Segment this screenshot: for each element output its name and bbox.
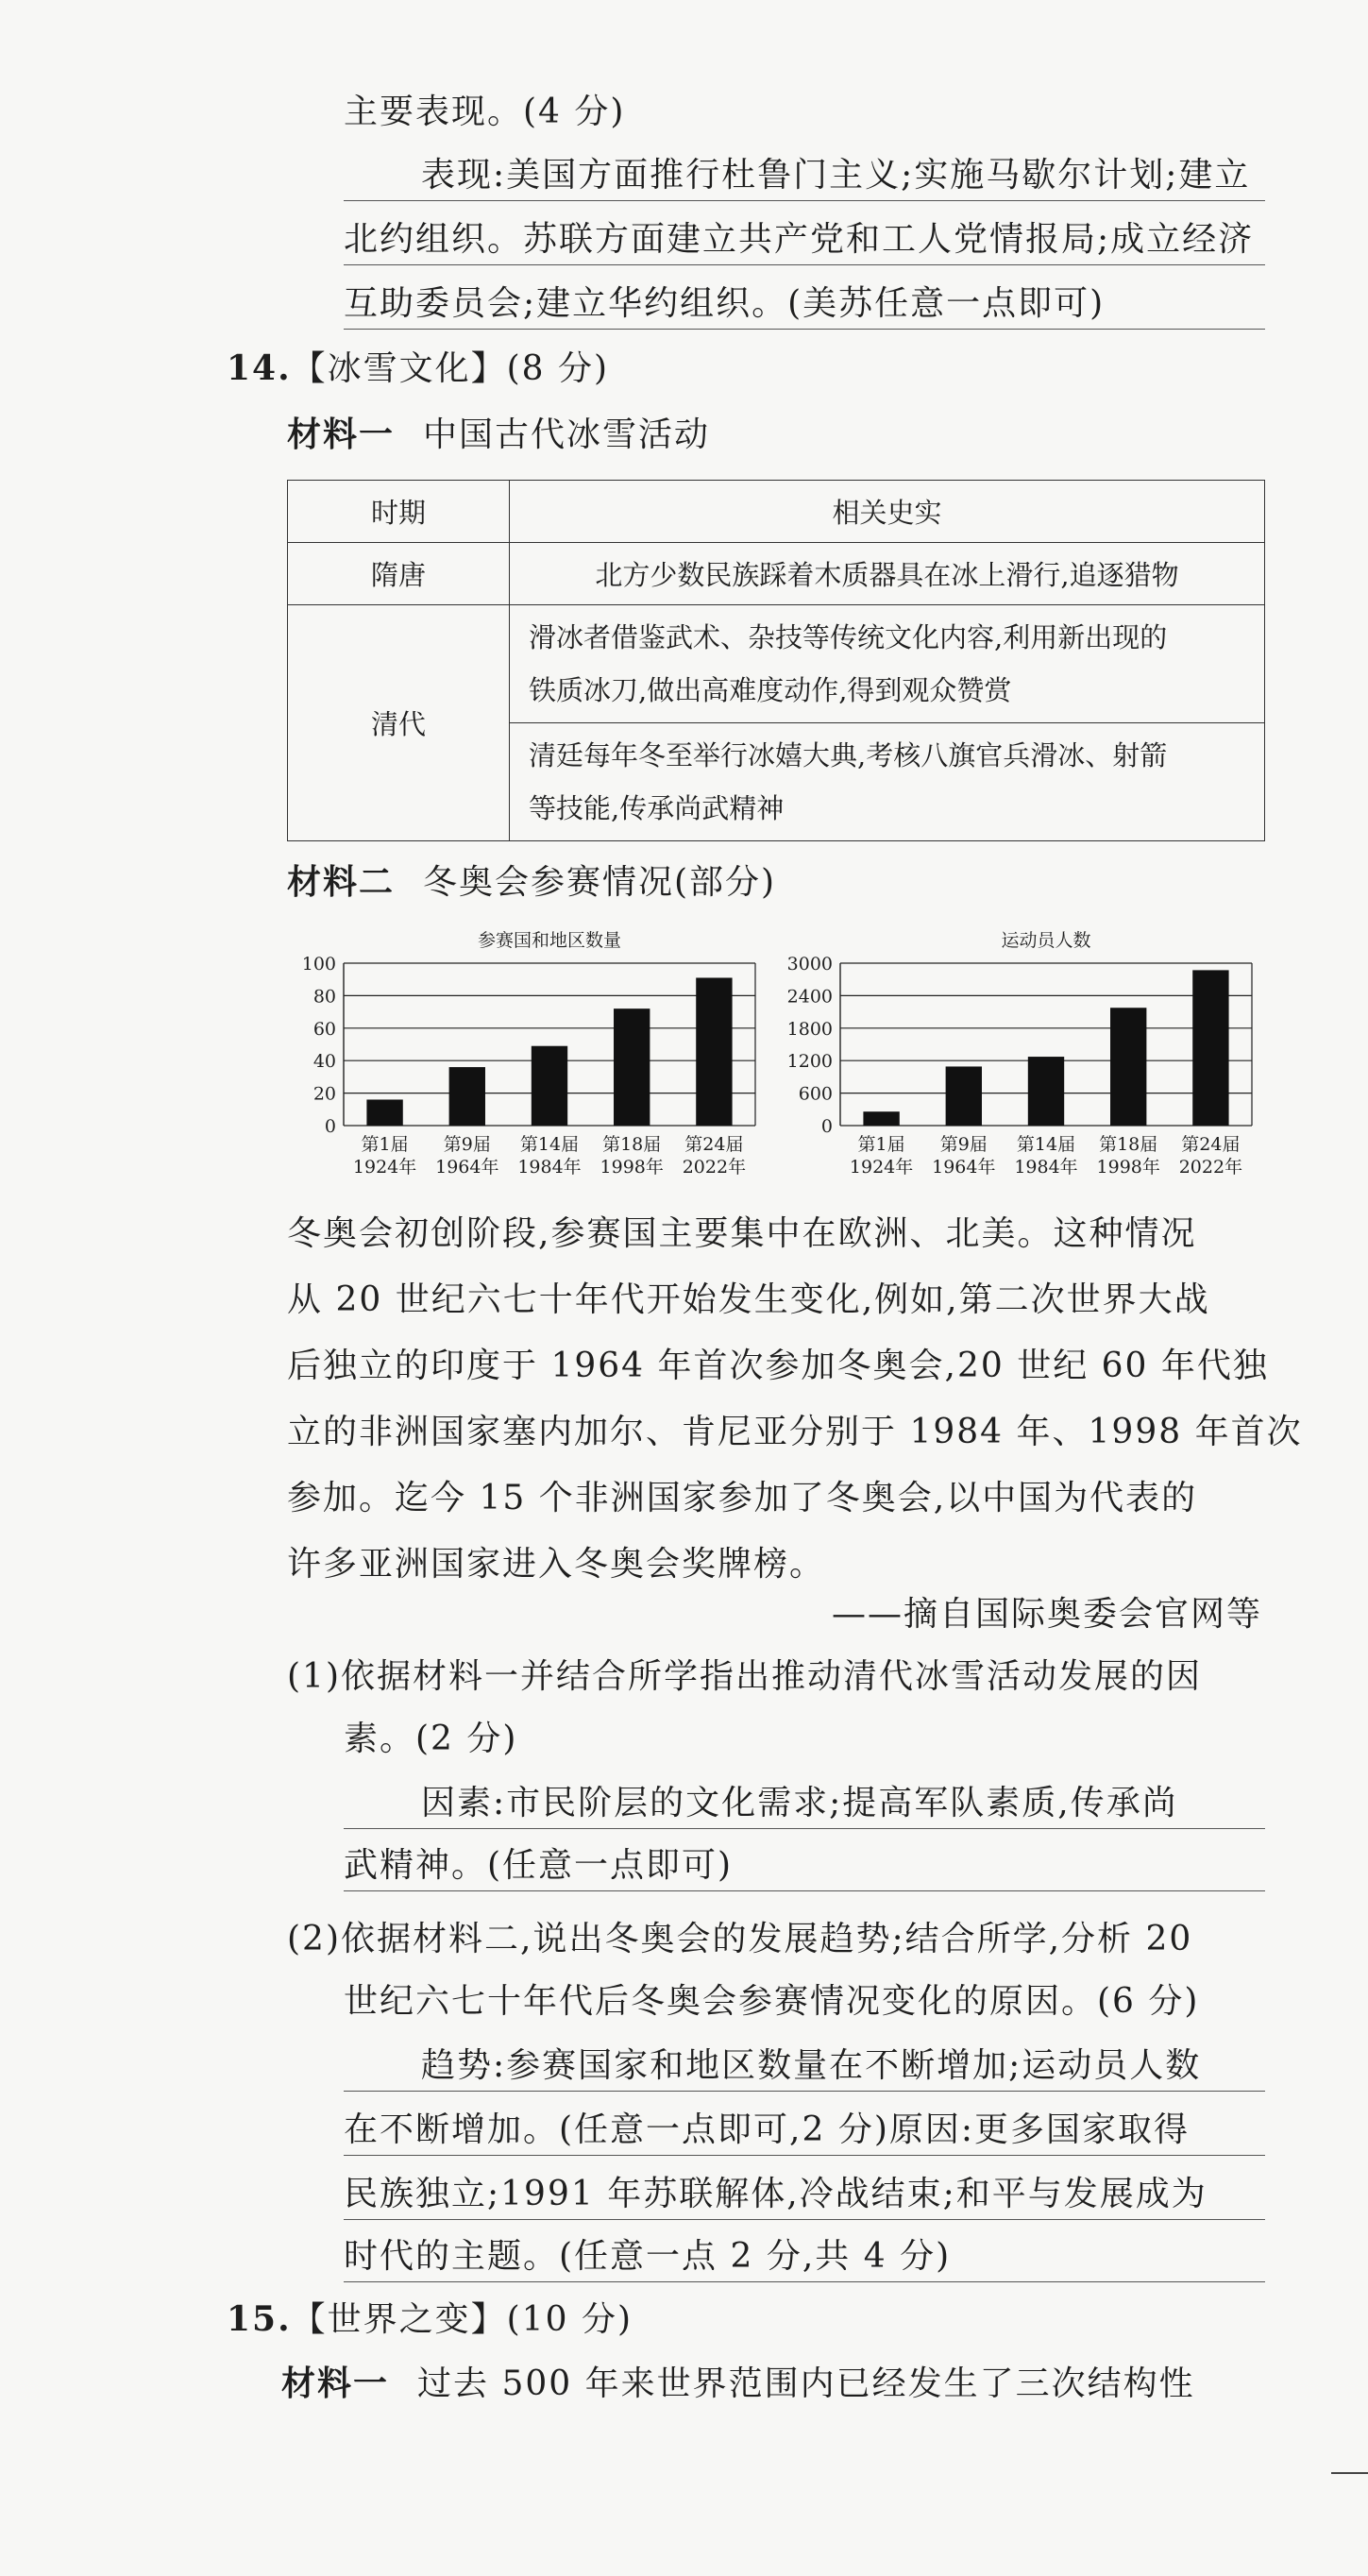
q13-answer-line-2: 北约组织。苏联方面建立共产党和工人党情报局;成立经济 (344, 220, 1255, 259)
bar (366, 1099, 402, 1126)
sub1-question-line-2: 素。(2 分) (344, 1720, 518, 1758)
x-tick-label: 第14届 (1016, 1134, 1076, 1155)
q14-title: 【冰雪文化】(8 分) (291, 349, 610, 388)
material2-paragraph (287, 1201, 1303, 1598)
bar (696, 977, 732, 1126)
answer-underline (344, 2155, 1265, 2156)
x-tick-label: 第18届 (1099, 1134, 1158, 1155)
table-cell-period: 清代 (288, 605, 510, 841)
bar (1110, 1008, 1146, 1126)
q15-material1 (281, 2361, 1195, 2407)
table-cell-period: 隋唐 (288, 543, 510, 605)
sub1-question-line-1: (1)依据材料一并结合所学指出推动清代冰雪活动发展的因 (287, 1657, 1202, 1696)
y-tick-label: 1800 (786, 1018, 833, 1040)
bar (1028, 1057, 1064, 1126)
q15-heading (227, 2296, 633, 2343)
y-tick-label: 0 (820, 1116, 833, 1137)
x-tick-year-label: 1924年 (849, 1157, 914, 1178)
x-tick-year-label: 2022年 (1178, 1157, 1243, 1178)
q15-number: 15. (227, 2299, 292, 2339)
bar (946, 1066, 982, 1126)
x-tick-year-label: 1998年 (600, 1157, 664, 1178)
y-tick-label: 600 (798, 1083, 833, 1105)
paragraph-line: 冬奥会初创阶段,参赛国主要集中在欧洲、北美。这种情况 (287, 1214, 1197, 1253)
y-tick-label: 80 (312, 986, 336, 1008)
sub2-answer-line-2: 在不断增加。(任意一点即可,2 分)原因:更多国家取得 (344, 2110, 1191, 2149)
q15-material1-text: 过去 500 年来世界范围内已经发生了三次结构性 (417, 2364, 1195, 2403)
material1-title: 中国古代冰雪活动 (423, 415, 711, 454)
paragraph-line: 后独立的印度于 1964 年首次参加冬奥会,20 世纪 60 年代独 (287, 1347, 1269, 1385)
paragraph-line: 许多亚洲国家进入冬奥会奖牌榜。 (287, 1545, 826, 1584)
bar (863, 1111, 899, 1126)
paragraph-line: 立的非洲国家塞内加尔、肯尼亚分别于 1984 年、1998 年首次 (287, 1413, 1303, 1451)
q14-material1-heading (287, 412, 710, 458)
bar (1192, 970, 1228, 1126)
bar (449, 1067, 485, 1126)
q14-heading (227, 346, 609, 392)
y-tick-label: 3000 (786, 954, 833, 974)
y-tick-label: 60 (312, 1018, 336, 1040)
answer-underline (344, 2219, 1265, 2220)
x-tick-year-label: 1964年 (435, 1157, 499, 1178)
x-tick-year-label: 1998年 (1096, 1157, 1160, 1178)
chart-countries (283, 925, 774, 1199)
answer-underline (344, 1828, 1265, 1829)
material2-title: 冬奥会参赛情况(部分) (423, 863, 777, 902)
sub2-question-line-1: (2)依据材料二,说出冬奥会的发展趋势;结合所学,分析 20 (287, 1920, 1193, 1958)
q15-title: 【世界之变】(10 分) (291, 2300, 633, 2339)
x-tick-year-label: 1964年 (932, 1157, 996, 1178)
y-tick-label: 1200 (786, 1051, 833, 1073)
answer-underline (344, 200, 1265, 201)
bar (532, 1046, 567, 1126)
x-tick-year-label: 1924年 (352, 1157, 417, 1178)
table-cell-fact-line: 滑冰者借鉴武术、杂技等传统文化内容,利用新出现的 (529, 621, 1168, 653)
y-tick-label: 0 (324, 1116, 336, 1137)
q13-tail-line: 主要表现。(4 分) (344, 93, 626, 131)
x-tick-year-label: 1984年 (517, 1157, 582, 1178)
x-tick-label: 第14届 (519, 1134, 580, 1155)
chart-athletes (780, 925, 1271, 1199)
x-tick-label: 第1届 (361, 1134, 409, 1155)
chart-title: 参赛国和地区数量 (477, 930, 622, 951)
material1-label: 材料一 (287, 415, 396, 454)
x-tick-label: 第24届 (1181, 1134, 1241, 1155)
table-cell-fact-line: 清廷每年冬至举行冰嬉大典,考核八旗官兵滑冰、射箭 (529, 739, 1168, 771)
table-cell-fact-line: 等技能,传承尚武精神 (529, 792, 785, 824)
x-tick-label: 第9届 (939, 1134, 988, 1155)
x-tick-label: 第18届 (602, 1134, 662, 1155)
q14-material2-heading (287, 859, 776, 906)
sub2-answer-line-1: 趋势:参赛国家和地区数量在不断增加;运动员人数 (421, 2046, 1202, 2085)
x-tick-year-label: 1984年 (1014, 1157, 1078, 1178)
y-tick-label: 20 (312, 1083, 336, 1105)
table-cell-fact: 北方少数民族踩着木质器具在冰上滑行,追逐猎物 (510, 543, 1265, 605)
material2-label: 材料二 (287, 862, 396, 902)
chart-title: 运动员人数 (1001, 930, 1091, 951)
table-cell-fact (510, 605, 1265, 723)
y-tick-label: 2400 (786, 986, 833, 1008)
page-edge-mark (1331, 2472, 1368, 2474)
paragraph-line: 参加。迄今 15 个非洲国家参加了冬奥会,以中国为代表的 (287, 1479, 1198, 1517)
answer-underline (344, 329, 1265, 330)
table-cell-fact (510, 723, 1265, 841)
bar (614, 1008, 650, 1126)
q13-answer-line-3: 互助委员会;建立华约组织。(美苏任意一点即可) (344, 284, 1106, 323)
material2-source: ——摘自国际奥委会官网等 (831, 1595, 1262, 1634)
y-tick-label: 100 (301, 954, 336, 974)
table-cell-fact-line: 铁质冰刀,做出高难度动作,得到观众赞赏 (529, 674, 1012, 706)
q13-answer-line-1: 表现:美国方面推行杜鲁门主义;实施马歇尔计划;建立 (421, 156, 1251, 195)
sub2-question-line-2: 世纪六七十年代后冬奥会参赛情况变化的原因。(6 分) (344, 1982, 1200, 2021)
sub2-answer-line-4: 时代的主题。(任意一点 2 分,共 4 分) (344, 2237, 952, 2276)
table-header-period: 时期 (288, 481, 510, 543)
sub1-answer-line-1: 因素:市民阶层的文化需求;提高军队素质,传承尚 (421, 1784, 1178, 1822)
paragraph-line: 从 20 世纪六七十年代开始发生变化,例如,第二次世界大战 (287, 1280, 1210, 1319)
x-tick-year-label: 2022年 (682, 1157, 747, 1178)
answer-underline (344, 2281, 1265, 2282)
sub1-answer-line-2: 武精神。(任意一点即可) (344, 1846, 734, 1885)
sub2-answer-line-3: 民族独立;1991 年苏联解体,冷战结束;和平与发展成为 (344, 2175, 1208, 2213)
history-table (287, 480, 1265, 841)
q14-number: 14. (227, 348, 292, 388)
answer-underline (344, 2091, 1265, 2092)
q15-material1-label: 材料一 (281, 2364, 390, 2403)
answer-underline (344, 264, 1265, 265)
x-tick-label: 第1届 (857, 1134, 905, 1155)
table-header-facts: 相关史实 (510, 481, 1265, 543)
answer-underline (344, 1890, 1265, 1891)
y-tick-label: 40 (312, 1051, 336, 1073)
x-tick-label: 第24届 (684, 1134, 744, 1155)
x-tick-label: 第9届 (443, 1134, 491, 1155)
